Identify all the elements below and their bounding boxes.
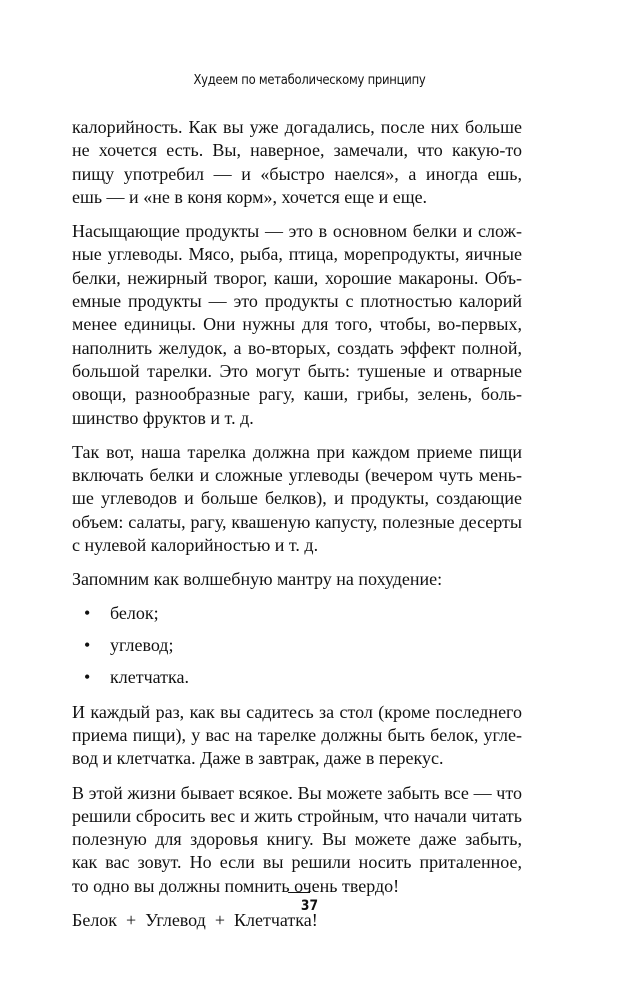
page-number: 37 bbox=[300, 898, 319, 914]
text-line: менее единицы. Они нужны для того, чтобы, во-первых, bbox=[72, 314, 522, 335]
text-line: Так вот, наша тарелка должна при каждом приеме пищи bbox=[72, 441, 522, 462]
paragraph-1 bbox=[72, 116, 522, 209]
text-line: ешь — и «не в коня корм», хочется еще и еще. bbox=[72, 186, 428, 207]
list-item-text: углевод; bbox=[110, 634, 174, 655]
text-line: калорийность. Как вы уже догадались, после них больше bbox=[72, 117, 522, 137]
text-line: И каждый раз, как вы садитесь за стол (кроме последнего bbox=[72, 701, 522, 722]
text-line: овощи, разнообразные рагу, каши, грибы, зелень, боль- bbox=[72, 384, 522, 405]
bullet-list bbox=[72, 597, 522, 693]
bullet-icon: • bbox=[84, 602, 91, 623]
list-item bbox=[72, 629, 522, 661]
paragraph-2 bbox=[72, 220, 522, 430]
text-line: ше углеводов и больше белков), и продукты, создающие bbox=[72, 488, 522, 509]
text-line: емные продукты — это продукты с плотностью калорий bbox=[72, 291, 522, 312]
body-text bbox=[72, 116, 522, 932]
text-line: шинство фруктов и т. д. bbox=[72, 407, 254, 428]
text-line: ные углеводы. Мясо, рыба, птица, морепродукты, яичные bbox=[72, 244, 522, 265]
bullet-icon: • bbox=[84, 634, 91, 655]
text-line: Насыщающие продукты — это в основном белки и слож- bbox=[72, 221, 522, 242]
text-line: как вас зовут. Но если вы решили носить приталенное, bbox=[72, 852, 522, 873]
paragraph-5 bbox=[72, 701, 522, 771]
list-item-text: клетчатка. bbox=[110, 666, 189, 687]
paragraph-3 bbox=[72, 441, 522, 557]
text-line: приема пищи), у вас на тарелке должны быть белок, угле- bbox=[72, 724, 522, 745]
paragraph-4 bbox=[72, 568, 522, 591]
text-line: включать белки и сложные углеводы (вечером чуть мень- bbox=[72, 465, 522, 486]
paragraph-6 bbox=[72, 782, 522, 898]
formula-line: Белок + Углевод + Клетчатка! bbox=[72, 910, 318, 931]
text-line: вод и клетчатка. Даже в завтрак, даже в перекус. bbox=[72, 748, 444, 769]
bullet-icon: • bbox=[84, 666, 91, 687]
text-line: Запомним как волшебную мантру на похудение: bbox=[72, 569, 443, 590]
running-head: Худеем по метаболическому принципу bbox=[193, 72, 426, 88]
text-line: большой тарелки. Это могут быть: тушеные и отварные bbox=[72, 360, 522, 381]
text-line: полезную для здоровья книгу. Вы можете даже забыть, bbox=[72, 829, 522, 850]
folio-rule bbox=[288, 892, 310, 893]
text-line: В этой жизни бывает всякое. Вы можете забыть все — что bbox=[72, 782, 522, 803]
text-line: с нулевой калорийностью и т. д. bbox=[72, 535, 319, 556]
list-item bbox=[72, 597, 522, 629]
list-item bbox=[72, 661, 522, 693]
text-line: то одно вы должны помнить очень твердо! bbox=[72, 875, 400, 896]
text-line: пищу употребил — и «быстро наелся», а иногда ешь, bbox=[72, 163, 522, 184]
text-line: белки, нежирный творог, каши, хорошие макароны. Объ- bbox=[72, 267, 522, 288]
text-line: наполнить желудок, а во-вторых, создать эффект полной, bbox=[72, 337, 522, 358]
text-line: не хочется есть. Вы, наверное, замечали, что какую-то bbox=[72, 140, 522, 161]
text-line: объем: салаты, рагу, квашеную капусту, полезные десерты bbox=[72, 511, 522, 532]
list-item-text: белок; bbox=[110, 602, 159, 623]
text-line: решили сбросить вес и жить стройным, что начали читать bbox=[72, 805, 522, 826]
